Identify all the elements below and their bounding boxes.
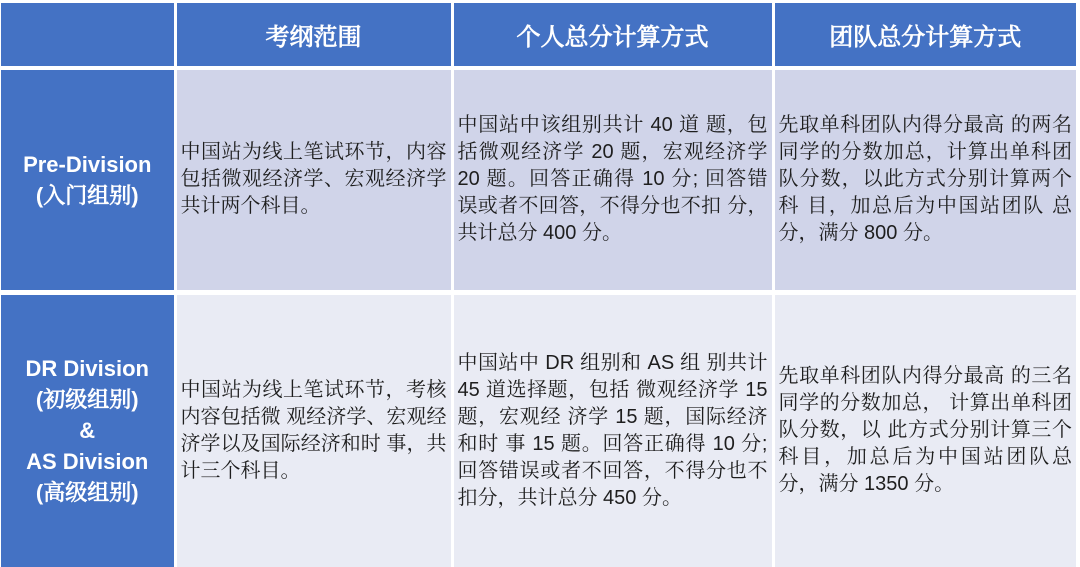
division-name: DR Division [25,356,149,382]
cell-dr-as-division-team-score: 先取单科团队内得分最高 的三名同学的分数加总， 计算出单科团队分数，以 此方式分别计算三个科目，加总后为中国站团队总分，满分 1350 分。 [773,292,1076,567]
cell-pre-division-team-score: 先取单科团队内得分最高 的两名同学的分数加总，计算出单科团队分数，以此方式分别计算两个科 目，加总后为中国站团队 总分，满分 800 分。 [773,68,1076,292]
header-cell-syllabus: 考纲范围 [175,3,452,68]
division-name-cn: (入门组别) [35,182,139,208]
header-cell-blank [1,3,175,68]
division-name-2: AS Division [26,449,149,475]
header-cell-team-score: 团队总分计算方式 [773,3,1076,68]
row-header-pre-division [1,68,175,292]
cell-dr-as-division-individual-score: 中国站中 DR 组别和 AS 组 别共计 45 道选择题，包括 微观经济学 15 题，宏观经 济学 15 题，国际经济和时 事 15 题。回答正确得 10 分; 回答错误或者不回答，不得分也不扣分，共计总分 450 分。 [452,292,773,567]
table-row-pre-division [1,68,1076,292]
header-row [1,3,1076,68]
division-name-2-cn: (高级组别) [35,480,139,506]
division-ampersand: & [79,418,96,444]
header-cell-individual-score: 个人总分计算方式 [452,3,773,68]
cell-pre-division-individual-score: 中国站中该组别共计 40 道 题，包括微观经济学 20 题，宏观经济学 20 题。回答正确得 10 分; 回答错误或者不回答，不得分也不扣 分，共计总分 400 分。 [452,68,773,292]
cell-dr-as-division-syllabus: 中国站为线上笔试环节，考核内容包括微 观经济学、宏观经济学以及国际经济和时 事，共计三个科目。 [175,292,452,567]
competition-divisions-table [1,3,1076,567]
cell-pre-division-syllabus: 中国站为线上笔试环节，内容包括微观经济学、宏观经济学共计两个科目。 [175,68,452,292]
row-header-dr-as-division [1,292,175,567]
division-name-cn: (初级组别) [35,387,139,413]
table-row-dr-as-division [1,292,1076,567]
division-name: Pre-Division [23,151,152,177]
